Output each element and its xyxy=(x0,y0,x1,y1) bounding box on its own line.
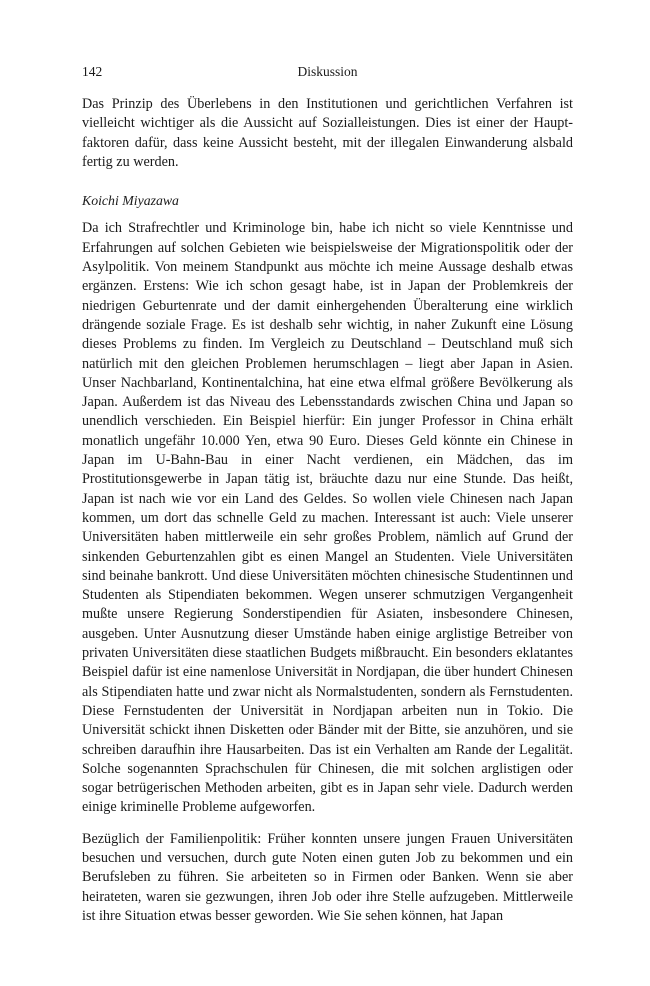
body-paragraph: Das Prinzip des Überlebens in den Institutionen und gerichtlichen Verfahren ist vielleicht wichtiger als die Aussicht auf Sozialleistungen. Dies ist einer der Hauptfaktoren dafür, dass keine Aussicht besteht, mit der illegalen Einwanderung alsbald fertig zu werden. xyxy=(82,96,573,170)
body-paragraph: Bezüglich der Familienpolitik: Früher konnten unsere jungen Frauen Universitäten besuchen und versuchen, durch gute Noten einen guten Job zu bekommen und ein Berufsleben zu führen. Sie arbeiteten so in Firmen oder Banken. Wenn sie aber heirateten, waren sie gezwungen, ihren Job oder ihre Stelle aufzugeben. Mittlerweile ist ihre Situation etwas besser geworden. Wie Sie sehen können, hat Japan xyxy=(82,830,573,924)
page-header xyxy=(82,64,573,86)
book-page xyxy=(82,64,573,926)
running-title: Diskussion xyxy=(297,64,358,79)
page-number: 142 xyxy=(82,64,103,79)
body-paragraph: Da ich Strafrechtler und Kriminologe bin, habe ich nicht so viele Kenntnisse und Erfahrungen auf solchen Gebieten wie beispielsweise der Migrationspolitik oder der Asylpolitik. Von meinem Standpunkt aus möchte ich meine Aussage deshalb etwas ergänzen. Erstens: Wie ich schon gesagt habe, ist in Japan der Problemkreis der niedrigen Geburtenrate und der damit einhergehenden Überalterung eine wirklich drängende soziale Frage. Es ist deshalb sehr wichtig, in naher Zukunft eine Lösung dieses Problems zu finden. Im Vergleich zu Deutschland – Deutschland muß sich natürlich mit den gleichen Problemen herumschlagen – liegt aber Japan in Asien. Unser Nachbarland, Kontinentalchina, hat eine etwa elfmal größere Bevölkerung als Japan. Außerdem ist das Niveau des Lebensstandards zwischen China und Japan so unendlich verschieden. Ein Beispiel hierfür: Ein junger Professor in China erhält monatlich ungefähr 10.000 Yen, etwa 90 Euro. Dieses Geld könnte ein Chinese in Japan im U-Bahn-Bau in einer Nacht verdienen, ein Mädchen, das im Prostitutionsgewerbe in Japan tätig ist, bräuchte dazu nur eine Stunde. Das heißt, Japan ist nach wie vor ein Land des Geldes. So wollen viele Chinesen nach Japan kommen, um dort das schnelle Geld zu machen. Interessant ist auch: Viele unserer Universitäten haben mittlerweile ein sehr großes Problem, nämlich auf Grund der sinkenden Geburtenzahlen gibt es einen Mangel an Studenten. Viele Universitäten sind beinahe bankrott. Und diese Universitäten möchten chinesische Studentinnen und Studenten als Stipendiaten bekommen. Wegen unserer schmutzigen Vergangenheit mußte unsere Regierung Sonderstipendien für Asiaten, insbesondere Chinesen, ausgeben. Unter Ausnutzung dieser Umstände haben einige arglistige Betreiber von privaten Universitäten diese staatlichen Budgets mißbraucht. Ein besonders eklatantes Beispiel dafür ist eine namenlose Universität in Nordjapan, die über hundert Chinesen als Stipendiaten hatte und zwar nicht als Normalstudenten, sondern als Fernstudenten. Diese Fernstudenten der Universität in Nordjapan arbeiten nun in Tokio. Die Universität schickt ihnen Disketten oder Bänder mit der Bitte, sie anzuhören, und sie schreiben daraufhin ihre Hausarbeiten. Das ist ein Verhalten am Rande der Legalität. Solche sogenannten Sprachschulen für Chinesen, die mit solchen arglistigen oder sogar betrügerischen Methoden arbeiten, gibt es in Japan sehr viele. Dadurch werden einige kriminelle Probleme aufgeworfen. xyxy=(82,220,573,816)
speaker-name: Koichi Miyazawa xyxy=(82,193,179,209)
